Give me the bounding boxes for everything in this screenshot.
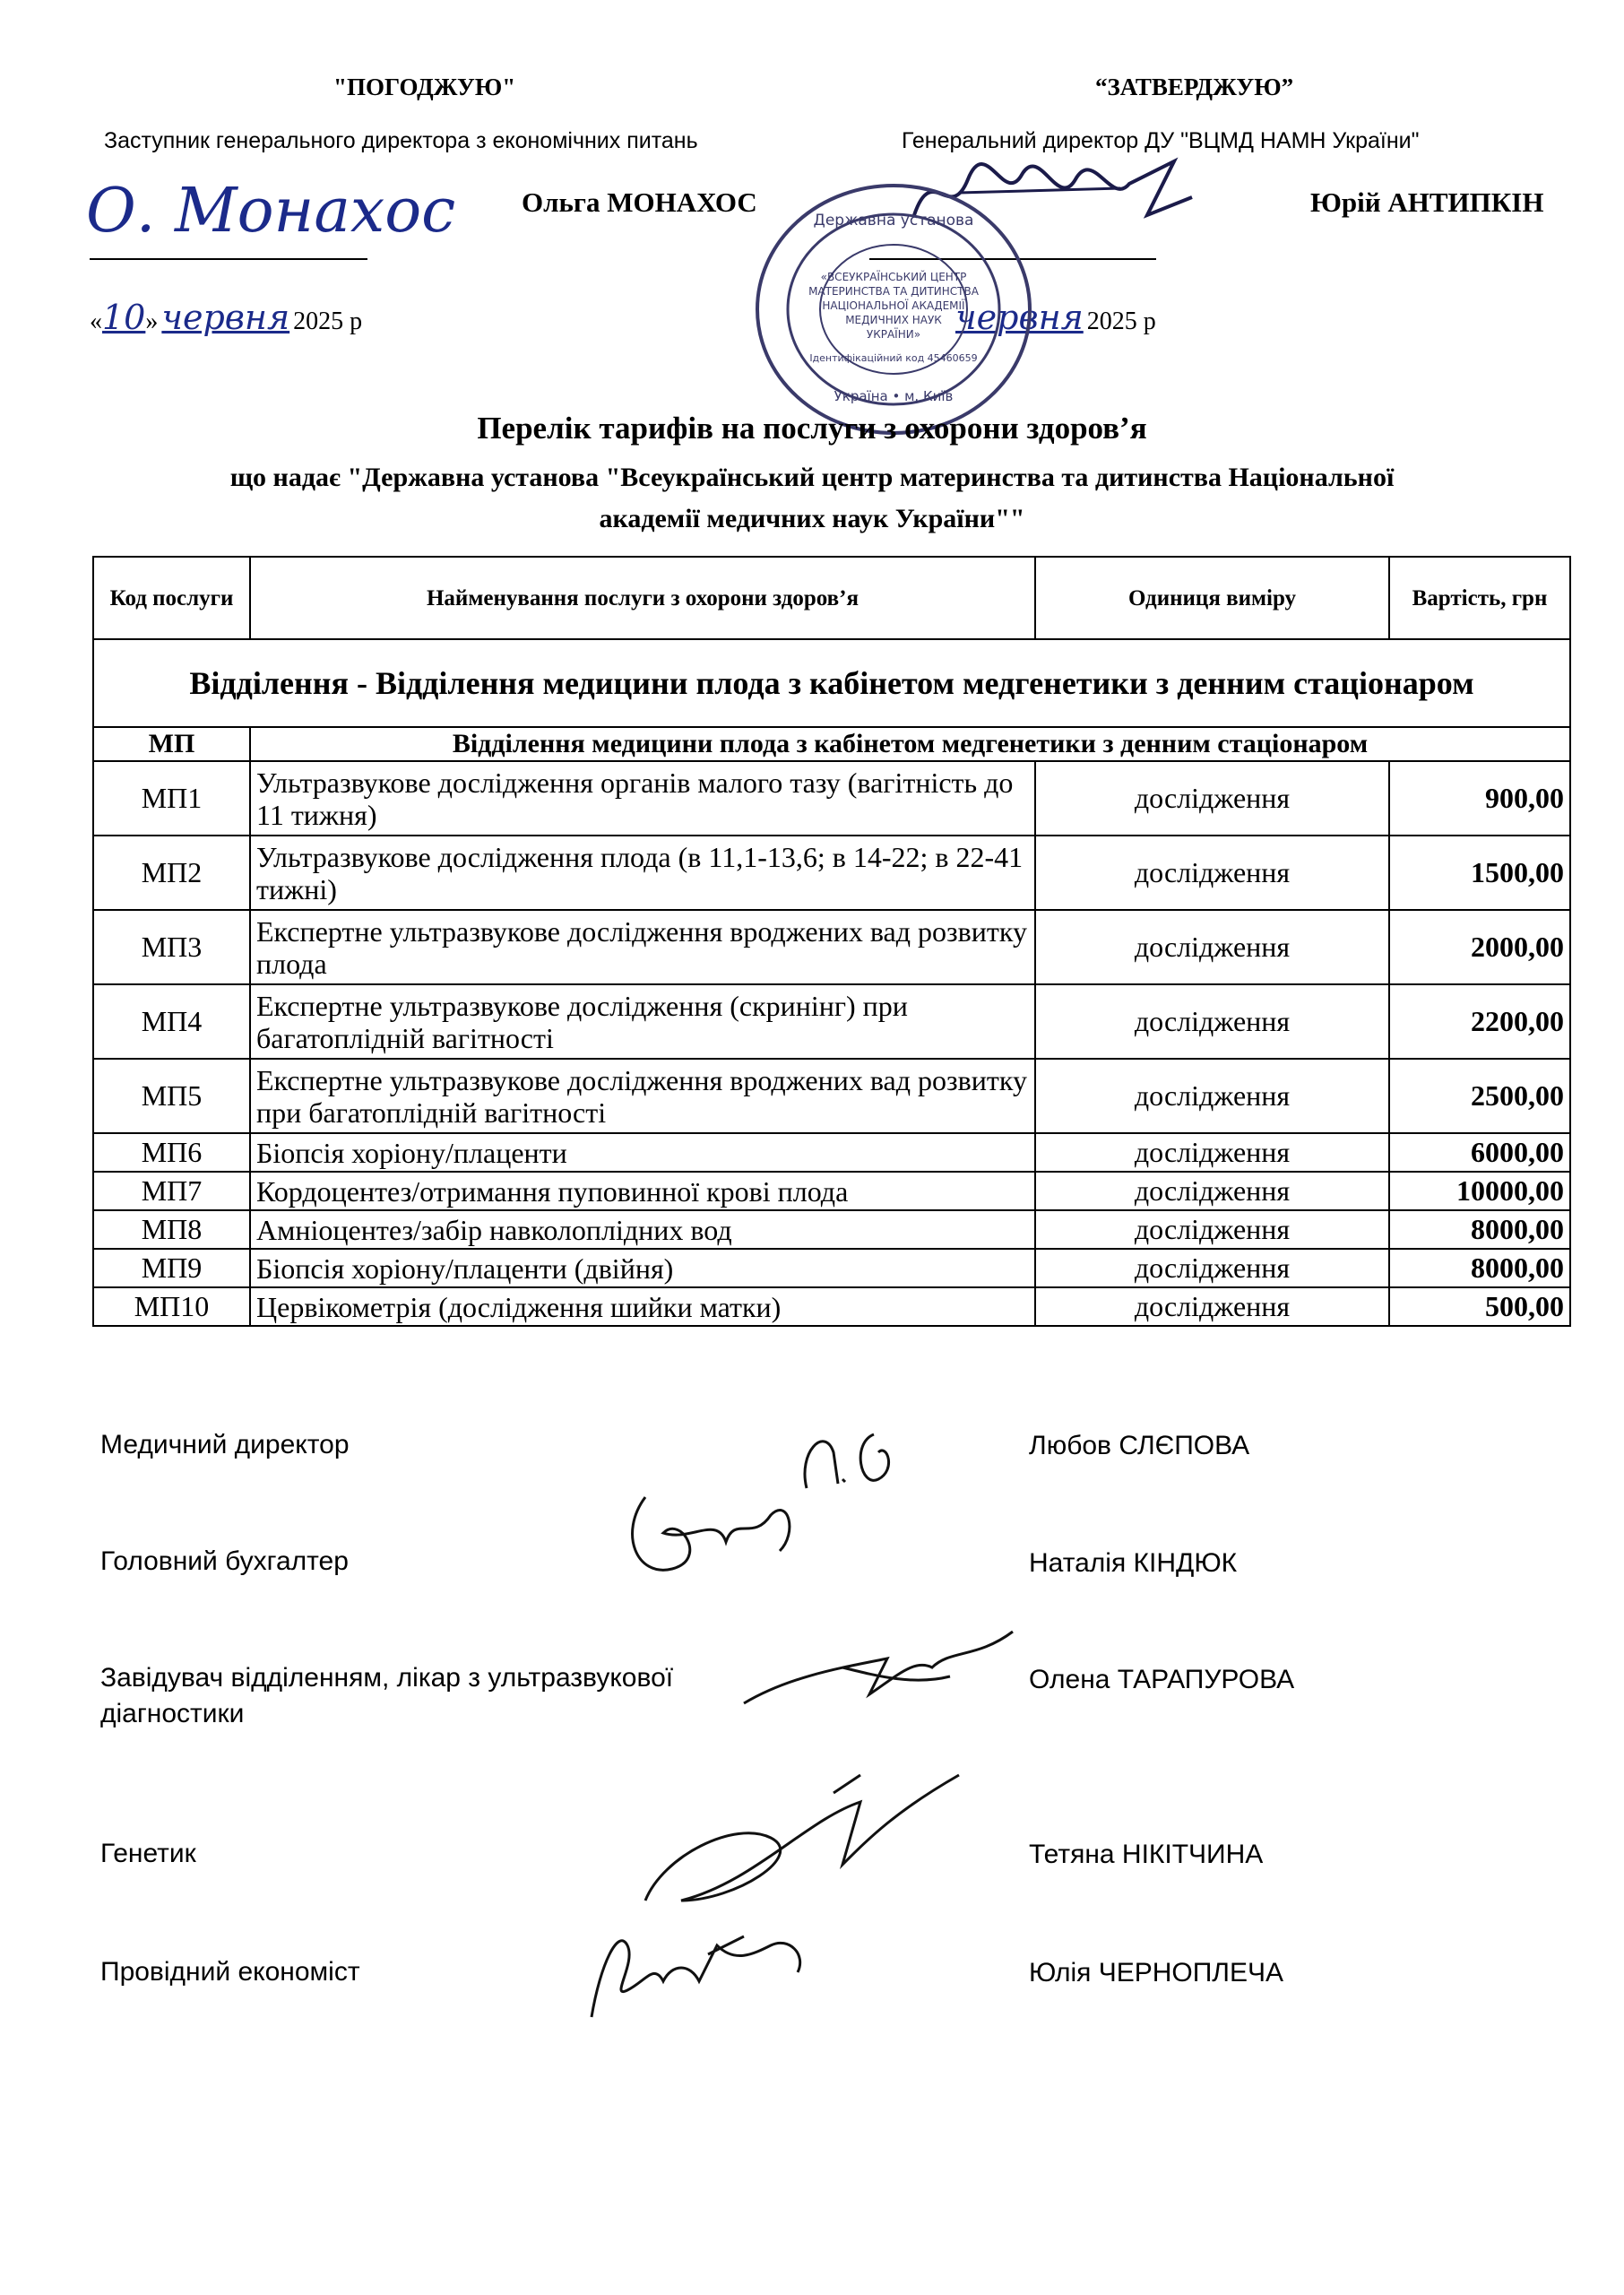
section-title: Відділення - Відділення медицини плода з кабінетом медгенетики з денним стаціонаром (93, 639, 1570, 727)
service-code: МП6 (93, 1133, 250, 1172)
service-code: МП5 (93, 1059, 250, 1133)
official-seal (746, 175, 1041, 444)
agree-heading: "ПОГОДЖУЮ" (333, 74, 516, 100)
doc-subtitle-2: академії медичних наук України"" (599, 504, 1025, 533)
signature-head-of-department (735, 1623, 1022, 1721)
approve-date-year: 2025 р (1086, 307, 1156, 335)
service-unit: дослідження (1035, 984, 1389, 1059)
col-header-unit: Одиниця виміру (1035, 557, 1389, 639)
signatory-role-lead-economist: Провідний економіст (100, 1957, 360, 1987)
signature-lead-economist (574, 1910, 825, 2026)
agree-signature-line (90, 258, 367, 260)
agree-date-day: 10 (102, 298, 146, 337)
approve-name: Юрій АНТИПКІН (1310, 186, 1544, 218)
service-name: Експертне ультразвукове дослідження (скринінг) при багатоплідній вагітності (250, 984, 1035, 1059)
seal-line-1: «ВСЕУКРАЇНСЬКИЙ ЦЕНТР (820, 271, 967, 283)
signatory-name-medical-director: Любов СЛЄПОВА (1029, 1431, 1250, 1460)
service-price: 1500,00 (1389, 836, 1570, 910)
agree-date-open: « (90, 307, 102, 335)
service-price: 8000,00 (1389, 1210, 1570, 1249)
service-name: Експертне ультразвукове дослідження вроджених вад розвитку при багатоплідній вагітності (250, 1059, 1035, 1133)
approve-date-month: червня (955, 298, 1084, 337)
seal-line-4: МЕДИЧНИХ НАУК (845, 314, 942, 326)
table-row (93, 1210, 1570, 1249)
agree-date-close: » (145, 307, 159, 335)
seal-code: Ідентифікаційний код 45460659 (809, 352, 978, 364)
table-header-row (93, 557, 1570, 639)
table-row (93, 1059, 1570, 1133)
doc-subtitle-1: що надає "Державна установа "Всеукраїнський центр материнства та дитинства Національної (229, 463, 1395, 492)
doc-title: Перелік тарифів на послуги з охорони здоров’я (477, 411, 1147, 446)
signature-chief-accountant (618, 1479, 825, 1587)
col-header-code: Код послуги (93, 557, 250, 639)
signatory-name-head-of-department: Олена ТАРАПУРОВА (1029, 1665, 1295, 1694)
tariff-table (92, 556, 1571, 1327)
service-unit: дослідження (1035, 1249, 1389, 1287)
signatory-role-chief-accountant: Головний бухгалтер (100, 1546, 349, 1576)
table-row (93, 1172, 1570, 1210)
col-header-price: Вартість, грн (1389, 557, 1570, 639)
section-row (93, 639, 1570, 727)
service-code: МП7 (93, 1172, 250, 1210)
service-code: МП4 (93, 984, 250, 1059)
subsection-name: Відділення медицини плода з кабінетом медгенетики з денним стаціонаром (250, 727, 1570, 761)
service-name: Ультразвукове дослідження плода (в 11,1-13,6; в 14-22; в 22-41 тижні) (250, 836, 1035, 910)
table-row (93, 836, 1570, 910)
service-price: 500,00 (1389, 1287, 1570, 1326)
service-code: МП9 (93, 1249, 250, 1287)
service-price: 10000,00 (1389, 1172, 1570, 1210)
service-unit: дослідження (1035, 761, 1389, 836)
service-unit: дослідження (1035, 1133, 1389, 1172)
service-price: 2000,00 (1389, 910, 1570, 984)
agree-name: Ольга МОНАХОС (522, 186, 757, 218)
service-name: Біопсія хоріону/плаценти (250, 1133, 1035, 1172)
service-name: Експертне ультразвукове дослідження вроджених вад розвитку плода (250, 910, 1035, 984)
service-code: МП3 (93, 910, 250, 984)
service-price: 900,00 (1389, 761, 1570, 836)
signatory-name-lead-economist: Юлія ЧЕРНОПЛЕЧА (1029, 1958, 1283, 1988)
signatory-role-geneticist: Генетик (100, 1839, 196, 1868)
signatory-name-chief-accountant: Наталія КІНДЮК (1029, 1548, 1238, 1578)
service-code: МП8 (93, 1210, 250, 1249)
signatory-role-head-of-department: Завідувач відділенням, лікар з ультразвукової діагностики (100, 1663, 674, 1728)
service-name: Ультразвукове дослідження органів малого тазу (вагітність до 11 тижня) (250, 761, 1035, 836)
agree-date-year: 2025 р (293, 307, 363, 335)
signatory-role-medical-director: Медичний директор (100, 1430, 350, 1459)
service-unit: дослідження (1035, 1210, 1389, 1249)
service-code: МП1 (93, 761, 250, 836)
approve-heading: “ЗАТВЕРДЖУЮ” (1095, 74, 1294, 100)
table-row (93, 1249, 1570, 1287)
col-header-name: Найменування послуги з охорони здоров’я (250, 557, 1035, 639)
table-row (93, 910, 1570, 984)
service-name: Біопсія хоріону/плаценти (двійня) (250, 1249, 1035, 1287)
service-unit: дослідження (1035, 1287, 1389, 1326)
approve-position: Генеральний директор ДУ "ВЦМД НАМН України" (902, 128, 1420, 153)
service-unit: дослідження (1035, 1059, 1389, 1133)
service-code: МП10 (93, 1287, 250, 1326)
signature-geneticist (627, 1766, 968, 1918)
subsection-row (93, 727, 1570, 761)
seal-ring-top: Державна установа (813, 212, 974, 230)
service-unit: дослідження (1035, 910, 1389, 984)
seal-line-3: НАЦІОНАЛЬНОЇ АКАДЕМІЇ (822, 299, 965, 312)
table-row (93, 1287, 1570, 1326)
service-unit: дослідження (1035, 836, 1389, 910)
service-price: 2200,00 (1389, 984, 1570, 1059)
seal-line-5: УКРАЇНИ» (866, 328, 921, 341)
service-price: 8000,00 (1389, 1249, 1570, 1287)
seal-ring-bottom: Україна • м. Київ (834, 388, 954, 404)
subsection-code: МП (93, 727, 250, 761)
agree-date-month: червня (161, 298, 290, 337)
table-row (93, 1133, 1570, 1172)
table-row (93, 761, 1570, 836)
service-unit: дослідження (1035, 1172, 1389, 1210)
table-row (93, 984, 1570, 1059)
agree-position: Заступник генерального директора з економічних питань (104, 128, 698, 153)
service-name: Цервікометрія (дослідження шийки матки) (250, 1287, 1035, 1326)
signatory-name-geneticist: Тетяна НІКІТЧИНА (1029, 1840, 1264, 1869)
service-price: 2500,00 (1389, 1059, 1570, 1133)
service-code: МП2 (93, 836, 250, 910)
service-name: Амніоцентез/забір навколоплідних вод (250, 1210, 1035, 1249)
agree-date (90, 298, 362, 337)
agree-signature: О. Монахос (86, 176, 456, 247)
seal-line-2: МАТЕРИНСТВА ТА ДИТИНСТВА (808, 285, 979, 298)
service-name: Кордоцентез/отримання пуповинної крові плода (250, 1172, 1035, 1210)
service-price: 6000,00 (1389, 1133, 1570, 1172)
